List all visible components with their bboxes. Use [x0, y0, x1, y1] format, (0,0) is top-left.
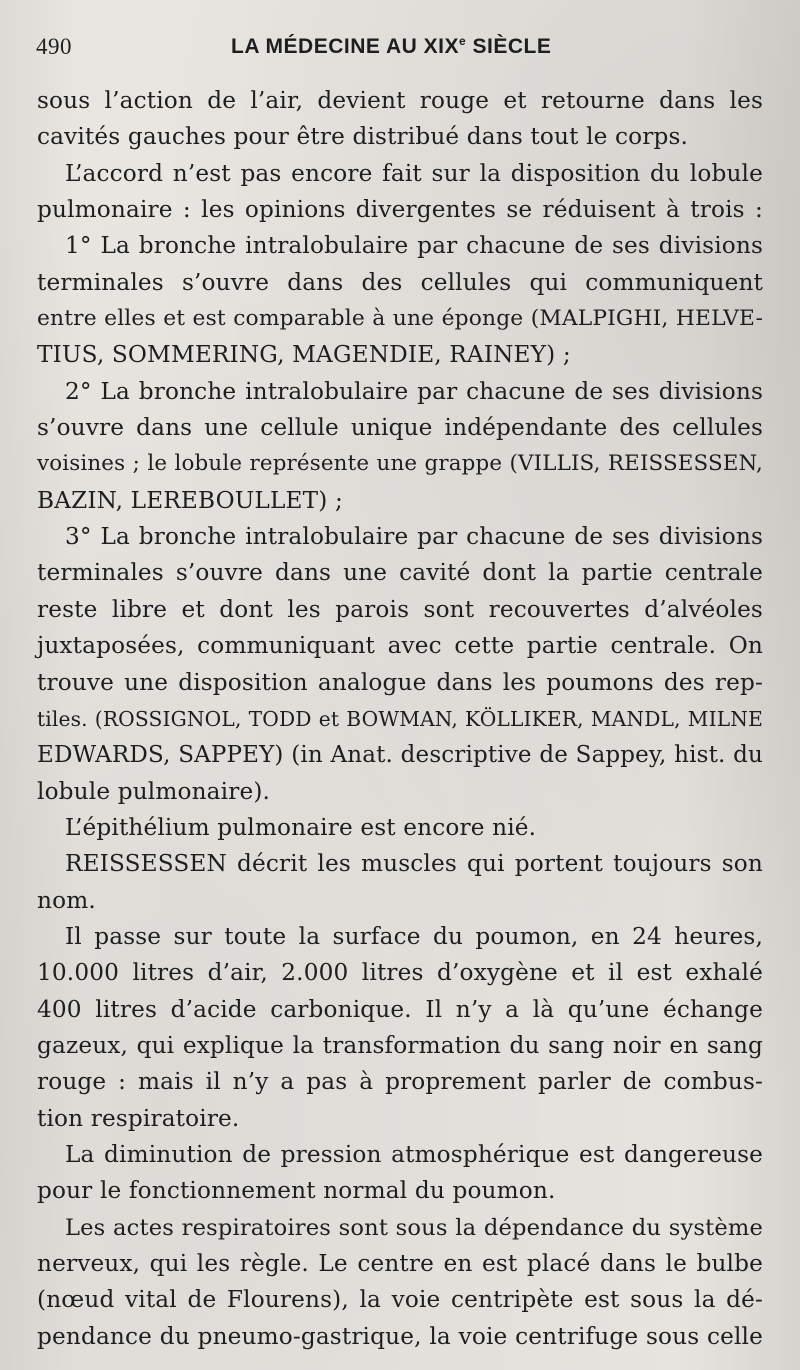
text-line: BAZIN, LEREBOULLET) ;: [37, 486, 343, 514]
text-line: terminales s’ouvre dans des cellules qui communiquent: [37, 268, 763, 296]
text-line: L’épithélium pulmonaire est encore nié.: [65, 813, 537, 841]
text-line: EDWARDS, SAPPEY) (in Anat. descriptive de Sappey, hist. du: [37, 742, 763, 769]
text-line: REISSESSEN décrit les muscles qui portent toujours son: [65, 850, 763, 878]
text-line: La diminution de pression atmosphérique est dangereuse: [65, 1140, 763, 1168]
text-line: 400 litres d’acide carbonique. Il n’y a là qu’une échange: [37, 995, 763, 1023]
running-title-superscript: e: [458, 34, 467, 48]
text-line: terminales s’ouvre dans une cavité dont la partie centrale: [37, 559, 763, 587]
text-line: 3° La bronche intralobulaire par chacune de ses divisions: [65, 523, 763, 551]
text-line: (nœud vital de Flourens), la voie centripète est sous la dé-: [37, 1286, 763, 1314]
text-line: entre elles et est comparable à une éponge (MALPIGHI, HELVE-: [37, 306, 763, 332]
body-text: [37, 83, 763, 1355]
text-line: tion respiratoire.: [37, 1104, 240, 1132]
text-line: TIUS, SOMMERING, MAGENDIE, RAINEY) ;: [37, 341, 571, 369]
text-line: pulmonaire : les opinions divergentes se réduisent à trois :: [37, 196, 763, 224]
text-line: nerveux, qui les règle. Le centre en est placé dans le bulbe: [37, 1250, 763, 1277]
page-header: [36, 30, 766, 66]
text-line: 10.000 litres d’air, 2.000 litres d’oxygène et il est exhalé: [37, 959, 763, 987]
text-line: sous l’action de l’air, devient rouge et retourne dans les: [37, 87, 763, 114]
text-line: Les actes respiratoires sont sous la dépendance du système: [65, 1214, 763, 1241]
text-line: cavités gauches pour être distribué dans tout le corps.: [37, 123, 689, 151]
page-number: 490: [36, 34, 72, 59]
text-line: voisines ; le lobule représente une grappe (VILLIS, REISSESSEN,: [37, 451, 763, 477]
text-line: 1° La bronche intralobulaire par chacune de ses divisions: [65, 232, 763, 260]
running-title-main: LA MÉDECINE AU XIX: [231, 35, 459, 58]
text-line: 2° La bronche intralobulaire par chacune de ses divisions: [65, 377, 763, 405]
text-line: lobule pulmonaire).: [37, 777, 271, 805]
text-line: tiles. (ROSSIGNOL, TODD et BOWMAN, KÖLLIKER, MANDL, MILNE: [37, 706, 763, 731]
text-line: rouge : mais il n’y a pas à proprement parler de combus-: [37, 1068, 763, 1096]
text-line: pendance du pneumo-gastrique, la voie centrifuge sous celle: [37, 1322, 763, 1350]
text-line: nom.: [37, 886, 96, 914]
text-line: Il passe sur toute la surface du poumon, en 24 heures,: [65, 922, 763, 950]
text-line: trouve une disposition analogue dans les poumons des rep-: [37, 668, 763, 696]
text-line: gazeux, qui explique la transformation du sang noir en sang: [37, 1031, 763, 1059]
text-line: juxtaposées, communiquant avec cette partie centrale. On: [37, 632, 763, 660]
text-line: pour le fonctionnement normal du poumon.: [37, 1177, 556, 1205]
text-line: L’accord n’est pas encore fait sur la disposition du lobule: [65, 159, 763, 187]
running-title: [231, 34, 551, 59]
running-title-end: SIÈCLE: [466, 35, 552, 58]
text-line: s’ouvre dans une cellule unique indépendante des cellules: [37, 414, 763, 442]
text-line: reste libre et dont les parois sont recouvertes d’alvéoles: [37, 595, 763, 623]
